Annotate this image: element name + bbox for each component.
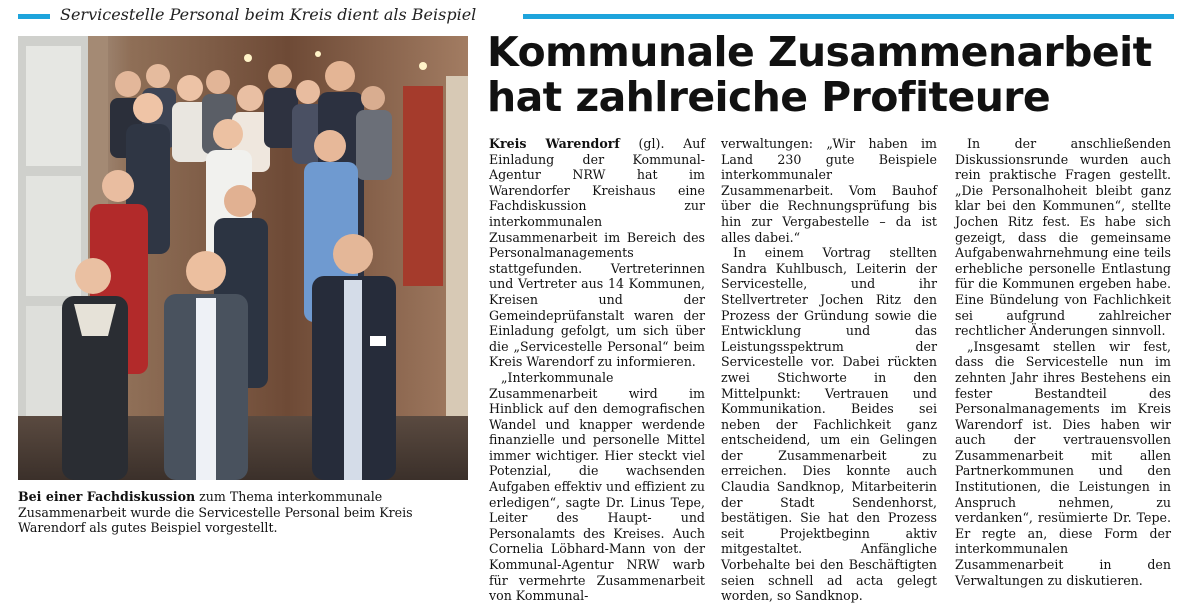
article-paragraph: „Interkommunale Zusammenarbeit wird im Hinblick auf den demografischen Wandel und knapper werdende finanzielle und personelle Mittel immer wichtiger. Hier steckt viel Potenzial, die wachsenden Aufgaben effektiv und effizient zu erledigen“, sagte Dr. Linus Tepe, Leiter des Haupt- und Personalamts des Kreises. Auch Cornelia Löbhard-Mann von der Kommunal-Agentur NRW warb für vermehrte Zusammenarbeit von Kommunal- — [489, 369, 705, 604]
kicker-rule-right — [523, 14, 1174, 19]
headline-line-1: Kommunale Zusammenarbeit — [487, 28, 1152, 76]
kicker-rule-left — [18, 14, 50, 19]
group-photo — [18, 36, 468, 480]
article-column-3 — [955, 136, 1171, 588]
caption-text: zum Thema interkommunale Zusammenarbeit wurde die Servicestelle Personal beim Kreis Warendorf als gutes Beispiel vorgestellt. — [18, 489, 413, 535]
dateline: Kreis Warendorf — [489, 136, 620, 151]
article-paragraph: In einem Vortrag stellten Sandra Kuhlbusch, Leiterin der Servicestelle, und ihr Stellvertreter Jochen Ritz den Prozess der Gründung sowie die Entwicklung und das Leistungsspektrum der Servicestelle vor. Dabei rückten zwei Stichworte in den Mittelpunkt: Vertrauen und Kommunikation. Beides sei neben der Fachlichkeit ganz entscheidend, um ein Gelingen der Zusammenarbeit zu erreichen. Dies konnte auch Claudia Sandknop, Mitarbeiterin der Stadt Sendenhorst, bestätigen. Sie hat den Prozess seit Projektbeginn aktiv mitgestaltet. Anfängliche Vorbehalte bei den Beschäftigten seien schnell ad acta gelegt worden, so Sandknop. — [721, 245, 937, 604]
caption-lead: Bei einer Fachdiskussion — [18, 489, 196, 504]
kicker-line — [18, 4, 1174, 26]
article-column-2 — [721, 136, 937, 604]
article-paragraph: verwaltungen: „Wir haben im Land 230 gute Beispiele interkommunaler Zusammenarbeit. Vom Bauhof über die Rechnungsprüfung bis hin zur Vergabestelle – da ist alles dabei.“ — [721, 136, 937, 245]
group-photo-illustration — [18, 36, 468, 480]
article-column-1 — [489, 136, 705, 604]
article-paragraph: In der anschließenden Diskussionsrunde wurden auch rein praktische Fragen gestellt. „Die Personalhoheit bleibt ganz klar bei den Kommunen“, stellte Jochen Ritz fest. Es habe sich gezeigt, dass die gemeinsame Aufgabenwahrnehmung eine teils erhebliche personelle Entlastung für die Kommunen ergeben habe. Eine Bündelung von Fachlichkeit sei aufgrund zahlreicher rechtlicher Änderungen sinnvoll. — [955, 136, 1171, 339]
article-paragraph: „Insgesamt stellen wir fest, dass die Servicestelle nun im zehnten Jahr ihres Bestehens ein fester Bestandteil des Personalmanagements im Kreis Warendorf ist. Dies haben wir auch der vertrauensvollen Zusammenarbeit mit allen Partnerkommunen und den Institutionen, die Leistungen in Anspruch nehmen, zu verdanken“, resümierte Dr. Tepe. Er regte an, diese Form der interkommunalen Zusammenarbeit in den Verwaltungen zu diskutieren. — [955, 338, 1171, 588]
article-paragraph — [489, 136, 705, 370]
kicker-text: Servicestelle Personal beim Kreis dient als Beispiel — [60, 5, 477, 24]
headline — [487, 30, 1177, 120]
paragraph-text: (gl). Auf Einladung der Kommunal-Agentur NRW hat im Warendorfer Kreishaus eine Fachdiskussion zur interkommunalen Zusammenarbeit im Bereich des Personalmanagements stattgefunden. Vertreterinnen und Vertreter aus 14 Kommunen, Kreisen und der Gemeindeprüfanstalt waren der Einladung gefolgt, um sich über die „Servicestelle Personal“ beim Kreis Warendorf zu informieren. — [489, 136, 706, 370]
headline-line-2: hat zahlreiche Profiteure — [487, 73, 1051, 121]
photo-caption — [18, 489, 470, 536]
